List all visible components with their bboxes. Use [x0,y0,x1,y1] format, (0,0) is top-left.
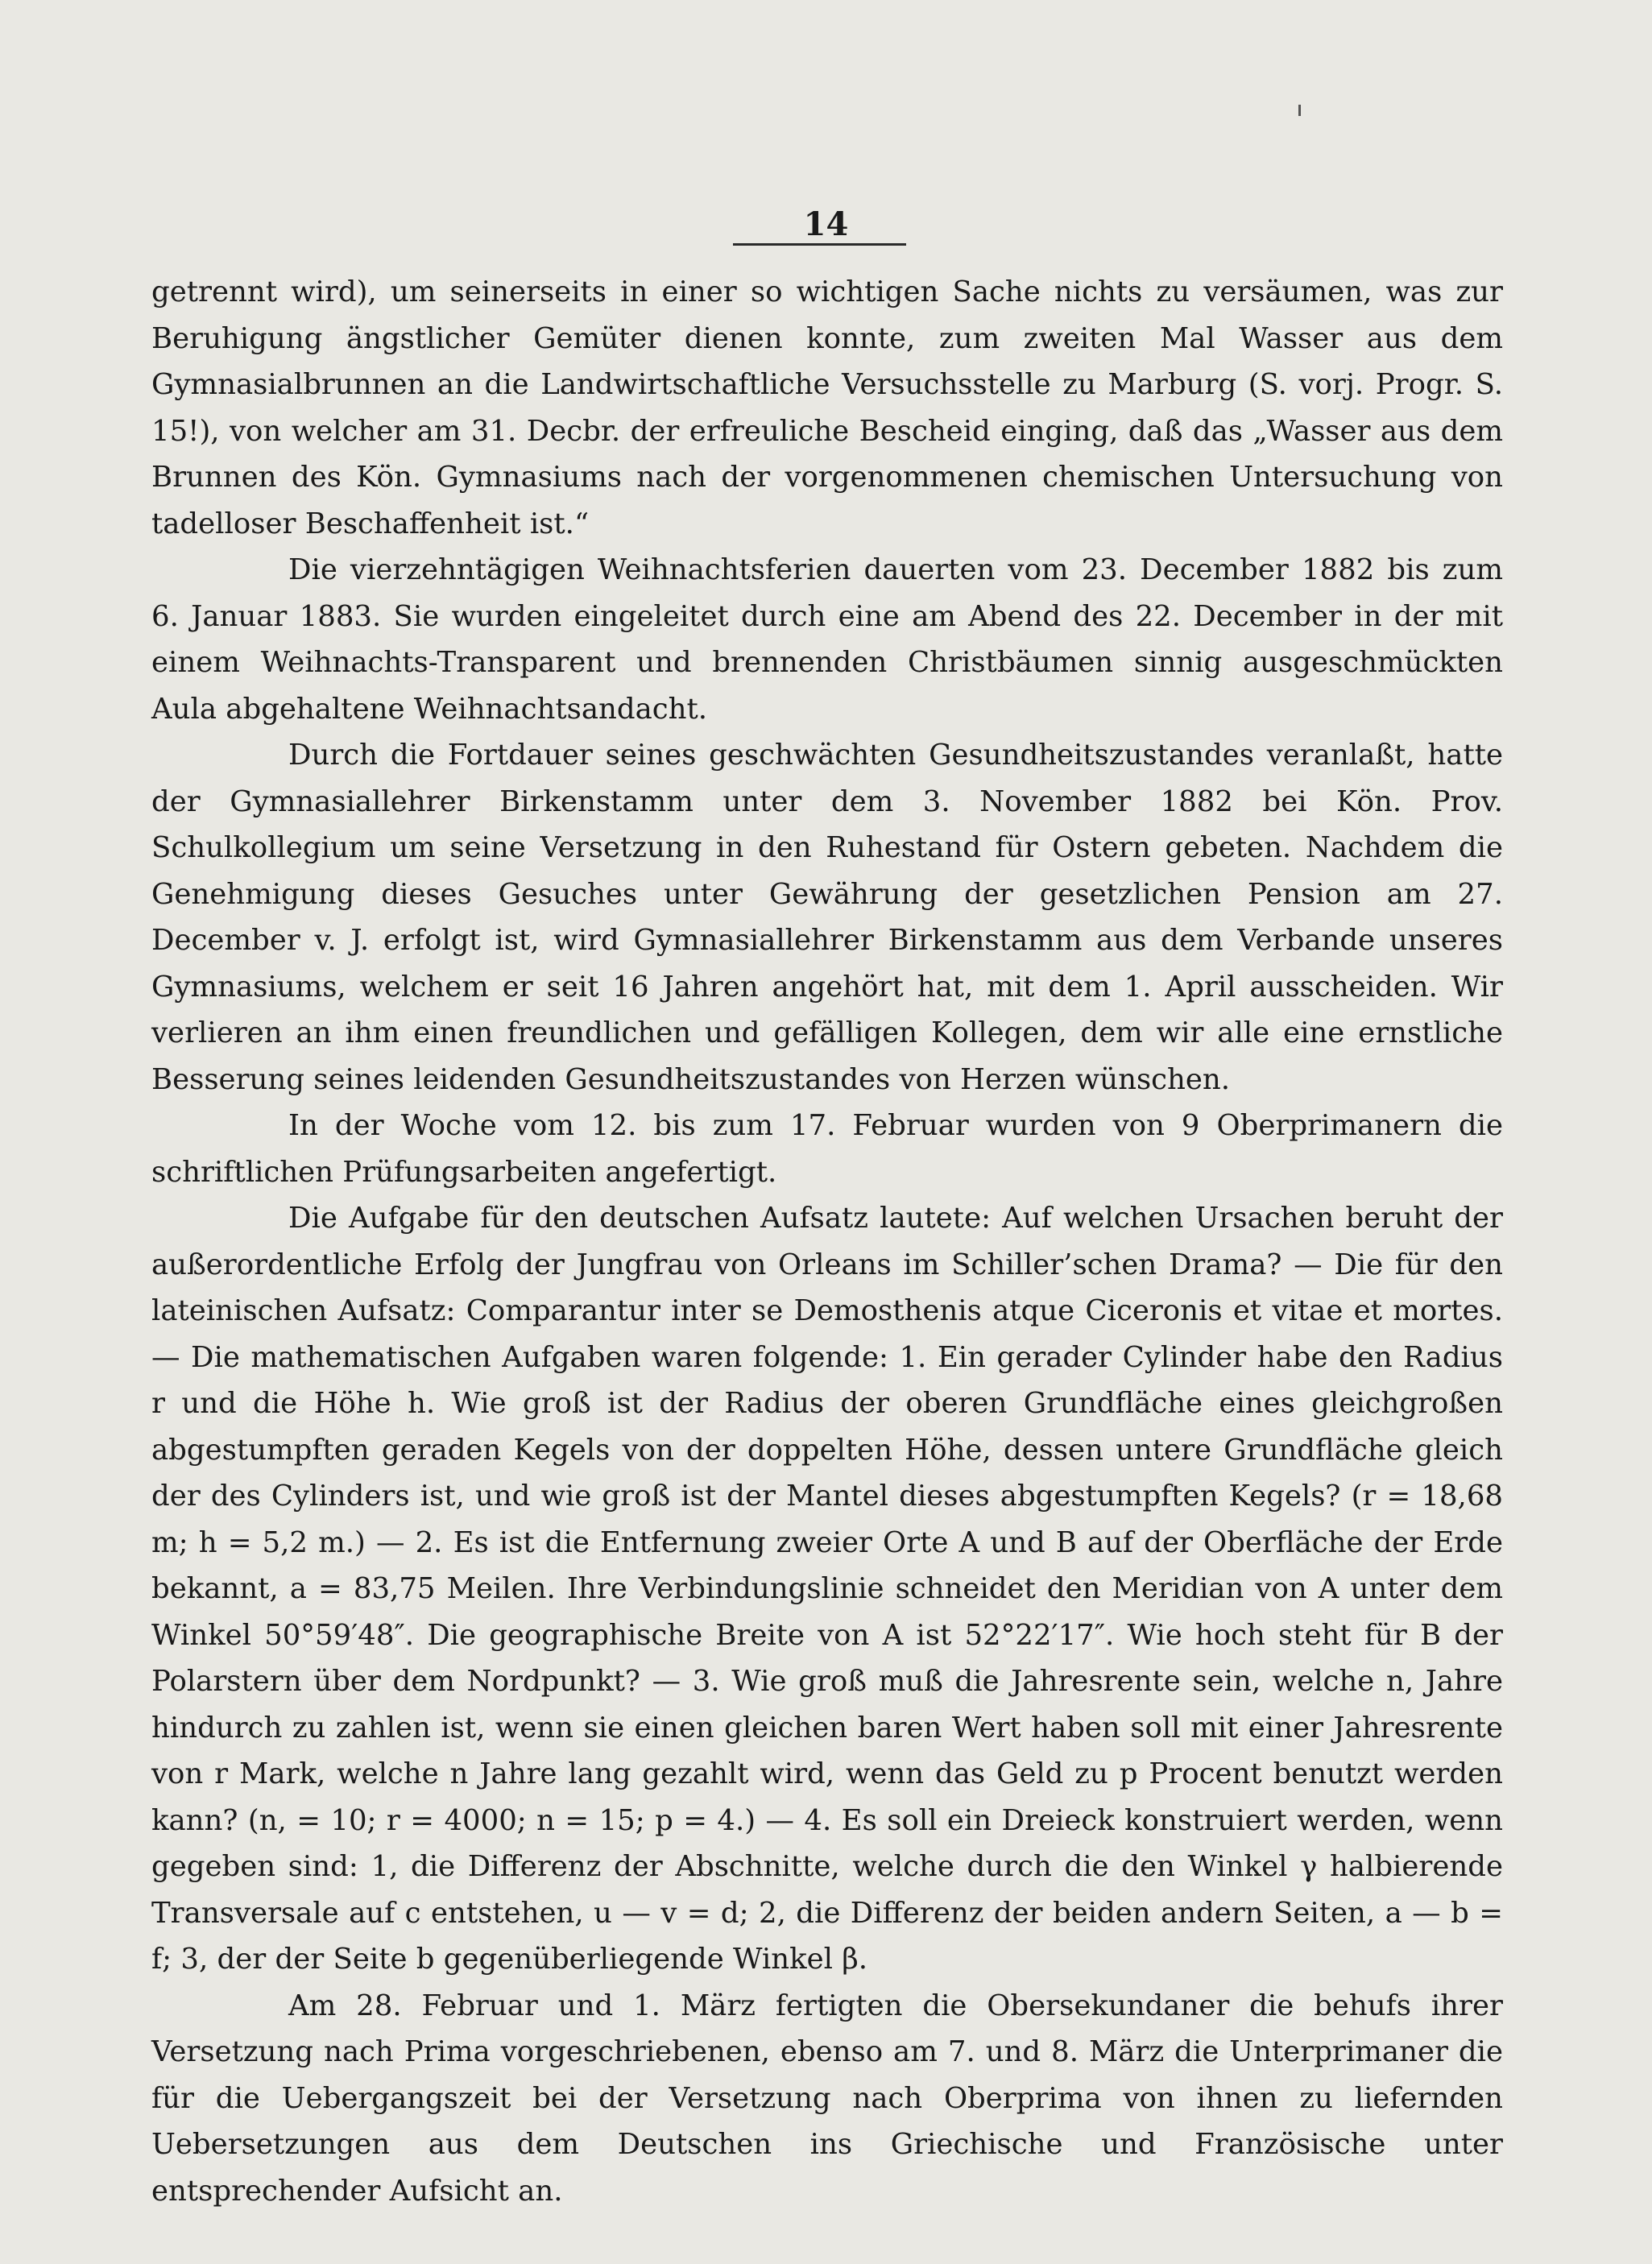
body-text [151,269,1503,2214]
stray-ink-mark [1298,105,1301,116]
paragraph: Am 28. Februar und 1. März fertigten die Obersekundaner die behufs ihrer Versetzung nach Prima vorgeschriebenen, ebenso am 7. und 8. März die Unterprimaner die für die Uebergangszeit bei der Versetzung nach Oberprima von ihnen zu liefernden Uebersetzungen aus dem Deutschen ins Griechische und Französische unter entsprechender Aufsicht an. [151,1989,1503,2208]
paragraph: getrennt wird), um seinerseits in einer so wichtigen Sache nichts zu versäumen, was zur Beruhigung ängstlicher Gemüter dienen konnte, zum zweiten Mal Wasser aus dem Gymnasialbrunnen an die Landwirtschaftliche Versuchsstelle zu Marburg (S. vorj. Progr. S. 15!), von welcher am 31. Decbr. der erfreuliche Bescheid einging, daß das „Wasser aus dem Brunnen des Kön. Gymnasiums nach der vorgenommenen chemischen Untersuchung von tadelloser Beschaffenheit ist.“ [151,275,1503,540]
paragraph: In der Woche vom 12. bis zum 17. Februar wurden von 9 Oberprimanern die schriftlichen Prüfungsarbeiten angefertigt. [151,1109,1503,1189]
paragraph: Durch die Fortdauer seines geschwächten Gesundheitszustandes veranlaßt, hatte der Gymnasiallehrer Birkenstamm unter dem 3. November 1882 bei Kön. Prov. Schulkollegium um seine Versetzung in den Ruhestand für Ostern gebeten. Nachdem die Genehmigung dieses Gesuches unter Gewährung der gesetzlichen Pension am 27. December v. J. erfolgt ist, wird Gymnasiallehrer Birkenstamm aus dem Verbande unseres Gymnasiums, welchem er seit 16 Jahren angehört hat, mit dem 1. April ausscheiden. Wir verlieren an ihm einen freundlichen und gefälligen Kollegen, dem wir alle eine ernstliche Besserung seines leidenden Gesundheitszustandes von Herzen wünschen. [151,739,1503,1096]
paragraph: Die vierzehntägigen Weihnachtsferien dauerten vom 23. December 1882 bis zum 6. Januar 1883. Sie wurden eingeleitet durch eine am Abend des 22. December in der mit einem Weihnachts-Transparent und brennenden Christbäumen sinnig ausgeschmückten Aula abgehaltene Weihnachtsandacht. [151,553,1503,726]
page-number: 14 [803,205,849,243]
page-number-rule [733,243,906,246]
paragraph: Die Aufgabe für den deutschen Aufsatz lautete: Auf welchen Ursachen beruht der außerordentliche Erfolg der Jungfrau von Orleans im Schiller’schen Drama? — Die für den lateinischen Aufsatz: Comparantur inter se Demosthenis atque Ciceronis et vitae et mortes. — Die mathematischen Aufgaben waren folgende: 1. Ein gerader Cylinder habe den Radius r und die Höhe h. Wie groß ist der Radius der oberen Grundfläche eines gleichgroßen abgestumpften geraden Kegels von der doppelten Höhe, dessen untere Grundfläche gleich der des Cylinders ist, und wie groß ist der Mantel dieses abgestumpften Kegels? (r = 18,68 m; h = 5,2 m.) — 2. Es ist die Entfernung zweier Orte A und B auf der Oberfläche der Erde bekannt, a = 83,75 Meilen. Ihre Verbindungslinie schneidet den Meridian von A unter dem Winkel 50°59′48″. Die geographische Breite von A ist 52°22′17″. Wie hoch steht für B der Polarstern über dem Nordpunkt? — 3. Wie groß muß die Jahresrente sein, welche n, Jahre hindurch zu zahlen ist, wenn sie einen gleichen baren Wert haben soll mit einer Jahresrente von r Mark, welche n Jahre lang gezahlt wird, wenn das Geld zu p Procent benutzt werden kann? (n, = 10; r = 4000; n = 15; p = 4.) — 4. Es soll ein Dreieck konstruiert werden, wenn gegeben sind: 1, die Differenz der Abschnitte, welche durch die den Winkel γ halbierende Transversale auf c entstehen, u — v = d; 2, die Differenz der beiden andern Seiten, a — b = f; 3, der der Seite b gegenüberliegende Winkel β. [151,1202,1503,1976]
